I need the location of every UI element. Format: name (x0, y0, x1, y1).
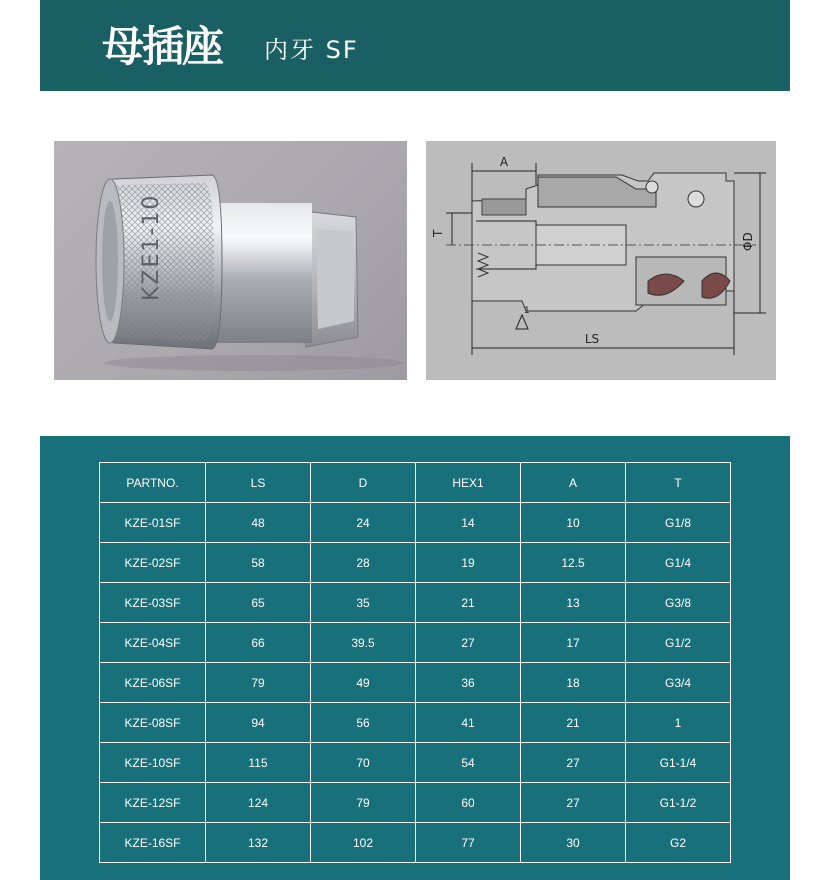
table-cell-hex1: 54 (416, 743, 521, 783)
table-cell-a: 18 (521, 663, 626, 703)
engraving-text: KZE1-10 (139, 193, 164, 301)
table-cell-hex1: 41 (416, 703, 521, 743)
table-cell-t: G1/8 (626, 503, 731, 543)
coupler-photo-image (54, 141, 407, 380)
table-cell-d: 70 (311, 743, 416, 783)
table-cell-t: G1/2 (626, 623, 731, 663)
table-cell-hex1: 77 (416, 823, 521, 863)
table-cell-d: 39.5 (311, 623, 416, 663)
table-cell-a: 27 (521, 783, 626, 823)
table-cell-d: 49 (311, 663, 416, 703)
table-cell-ls: 115 (206, 743, 311, 783)
dim-ls-label: LS (584, 332, 600, 346)
dim-a-label: A (499, 155, 509, 169)
table-header-row (100, 463, 731, 503)
column-header-hex1: HEX1 (416, 463, 521, 503)
table-cell-t: G3/4 (626, 663, 731, 703)
product-photo (54, 141, 407, 380)
table-cell-t: G1-1/2 (626, 783, 731, 823)
table-cell-partno: KZE-10SF (100, 743, 206, 783)
table-cell-t: G1-1/4 (626, 743, 731, 783)
page-title: 母插座 (102, 22, 223, 71)
table-cell-hex1: 19 (416, 543, 521, 583)
table-cell-ls: 94 (206, 703, 311, 743)
dim-t-label: T (431, 229, 445, 237)
table-cell-partno: KZE-01SF (100, 503, 206, 543)
table-cell-a: 27 (521, 743, 626, 783)
dim-hex-label: 1 (524, 306, 530, 316)
table-cell-ls: 124 (206, 783, 311, 823)
column-header-t: T (626, 463, 731, 503)
column-header-partno: PARTNO. (100, 463, 206, 503)
column-header-a: A (521, 463, 626, 503)
table-cell-partno: KZE-08SF (100, 703, 206, 743)
spec-table-body (100, 503, 731, 863)
table-cell-ls: 79 (206, 663, 311, 703)
table-cell-hex1: 60 (416, 783, 521, 823)
table-row (100, 543, 731, 583)
table-cell-ls: 58 (206, 543, 311, 583)
table-cell-hex1: 27 (416, 623, 521, 663)
table-row (100, 783, 731, 823)
table-row (100, 623, 731, 663)
table-cell-ls: 48 (206, 503, 311, 543)
table-row (100, 743, 731, 783)
table-row (100, 823, 731, 863)
technical-drawing (426, 141, 776, 380)
table-cell-partno: KZE-03SF (100, 583, 206, 623)
dim-d-label: ΦD (741, 232, 755, 251)
table-cell-hex1: 36 (416, 663, 521, 703)
table-cell-partno: KZE-12SF (100, 783, 206, 823)
table-cell-d: 24 (311, 503, 416, 543)
table-cell-ls: 132 (206, 823, 311, 863)
table-cell-partno: KZE-06SF (100, 663, 206, 703)
table-cell-hex1: 14 (416, 503, 521, 543)
table-cell-a: 12.5 (521, 543, 626, 583)
spec-table-panel (40, 436, 790, 880)
spec-table (99, 462, 731, 863)
table-cell-t: G2 (626, 823, 731, 863)
column-header-ls: LS (206, 463, 311, 503)
table-cell-partno: KZE-02SF (100, 543, 206, 583)
table-cell-a: 17 (521, 623, 626, 663)
table-cell-ls: 65 (206, 583, 311, 623)
table-cell-d: 79 (311, 783, 416, 823)
table-cell-t: G1/4 (626, 543, 731, 583)
table-cell-t: 1 (626, 703, 731, 743)
table-cell-hex1: 21 (416, 583, 521, 623)
table-row (100, 503, 731, 543)
column-header-d: D (311, 463, 416, 503)
table-cell-d: 35 (311, 583, 416, 623)
table-row (100, 703, 731, 743)
table-row (100, 583, 731, 623)
table-cell-a: 21 (521, 703, 626, 743)
table-cell-partno: KZE-04SF (100, 623, 206, 663)
page-subtitle: 内牙 SF (264, 36, 359, 64)
table-cell-partno: KZE-16SF (100, 823, 206, 863)
table-cell-a: 13 (521, 583, 626, 623)
header-banner (40, 0, 790, 91)
table-cell-d: 102 (311, 823, 416, 863)
table-cell-t: G3/8 (626, 583, 731, 623)
cross-section-diagram (426, 141, 776, 380)
table-row (100, 663, 731, 703)
table-cell-a: 10 (521, 503, 626, 543)
table-cell-a: 30 (521, 823, 626, 863)
table-cell-d: 28 (311, 543, 416, 583)
table-cell-d: 56 (311, 703, 416, 743)
table-cell-ls: 66 (206, 623, 311, 663)
